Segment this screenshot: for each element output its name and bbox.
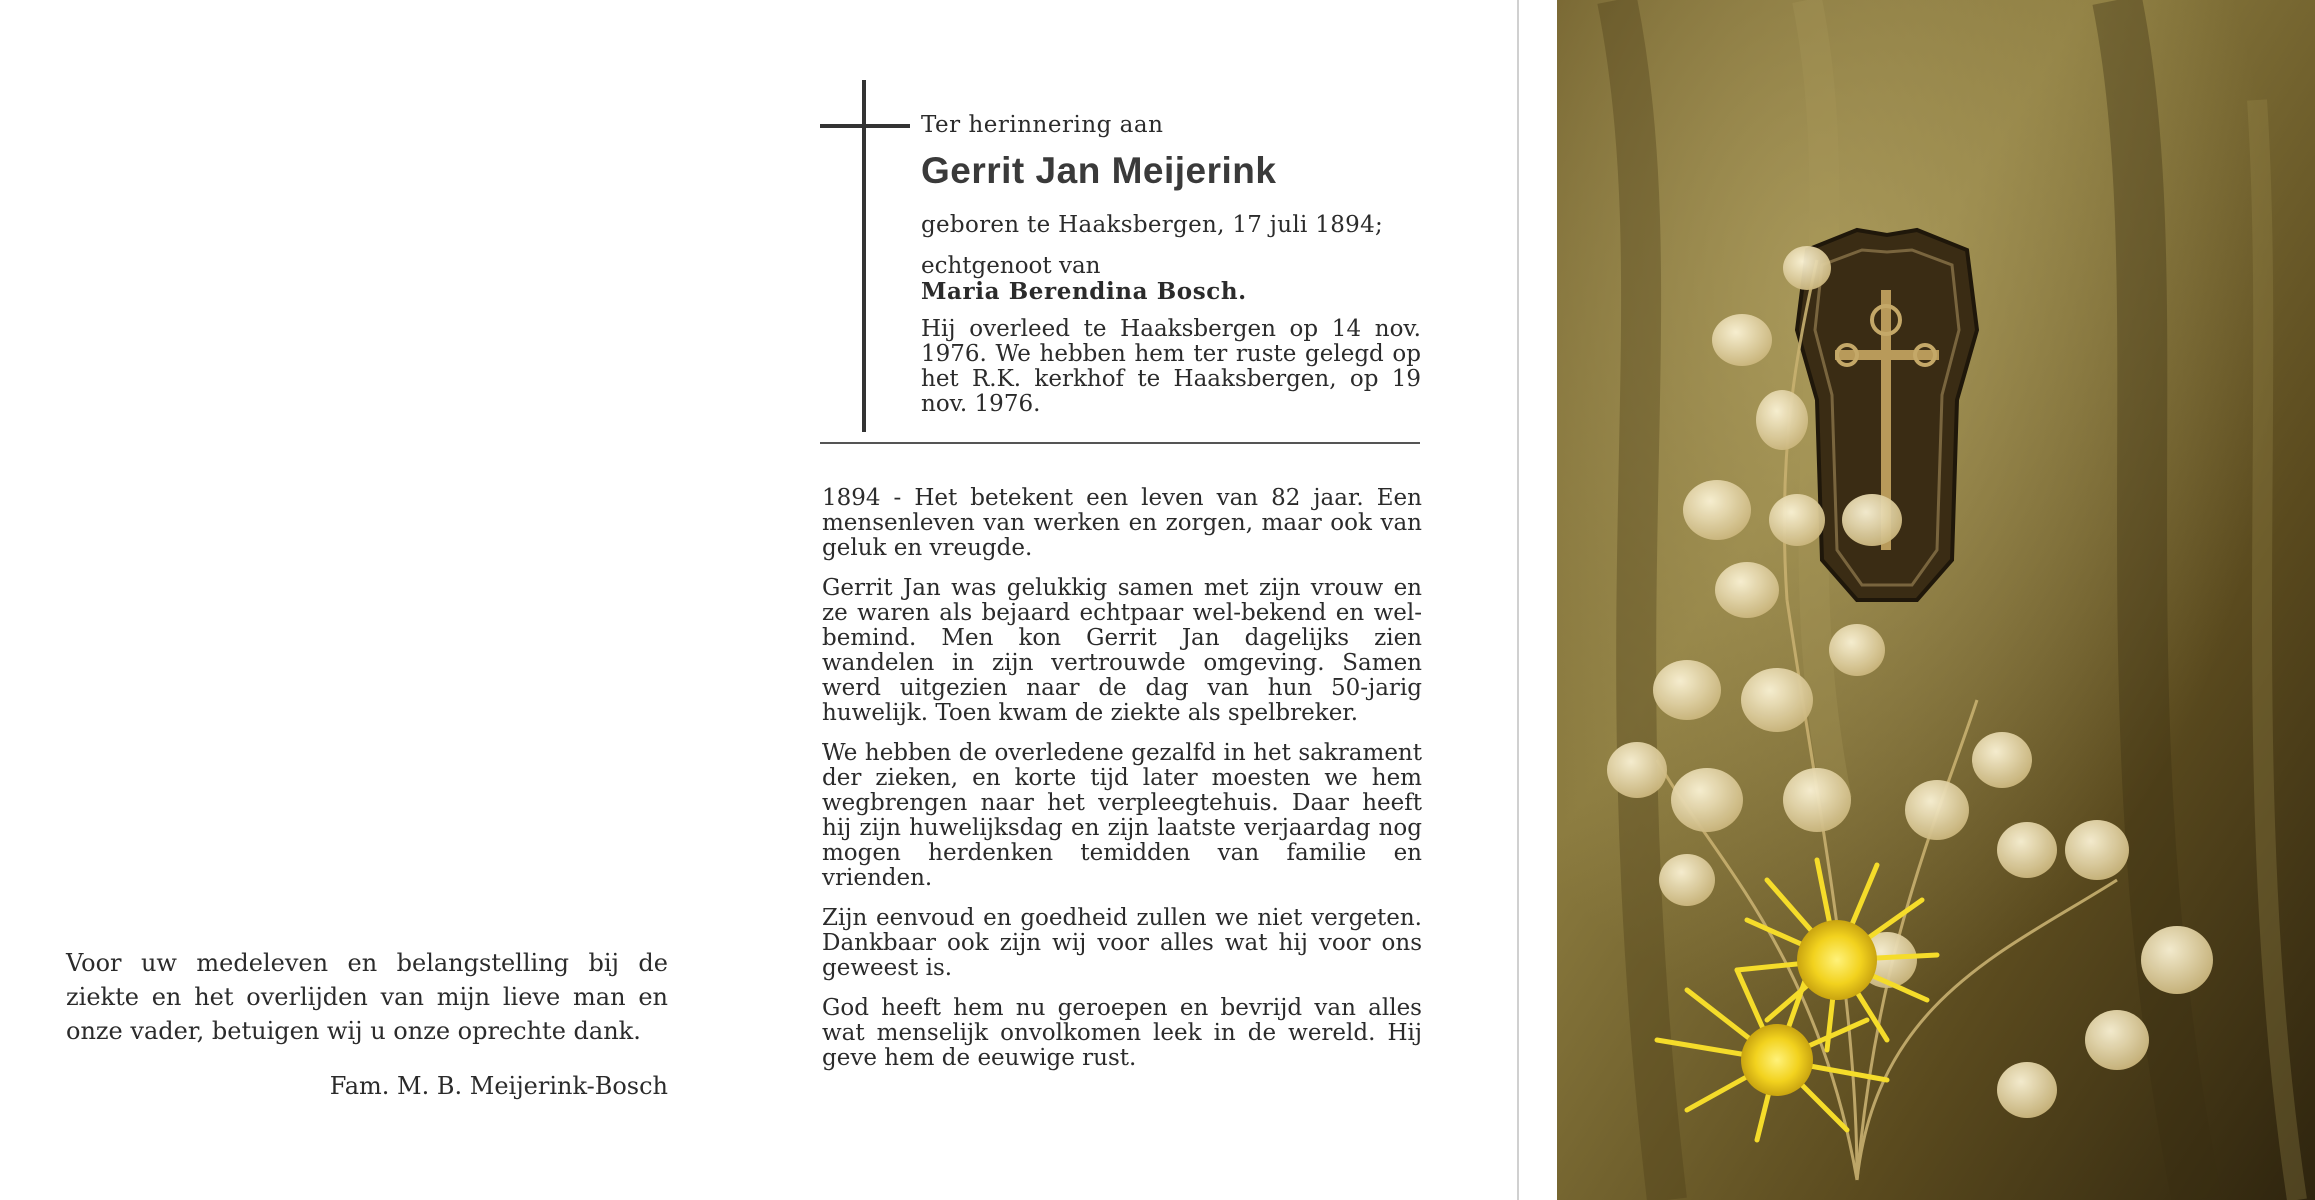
paragraph: 1894 - Het betekent een leven van 82 jaar. Een mensenleven van werken en zorgen, maar ook van geluk en vreugde. [822, 485, 1422, 561]
paragraph: We hebben de overledene gezalfd in het sakrament der zieken, en korte tijd later moesten we hem wegbrengen naar het verpleegtehuis. Daar heeft hij zijn huwelijksdag en zijn laatste verjaardag nog mogen herdenken temidden van familie en vrienden. [822, 740, 1422, 891]
birth-line: geboren te Haaksbergen, 17 juli 1894; [921, 212, 1384, 238]
crucifix-icon [1797, 230, 1977, 600]
memorial-text [822, 486, 1422, 1086]
divider [820, 442, 1420, 444]
paragraph: Zijn eenvoud en goedheid zullen we niet vergeten. Dankbaar ook zijn wij voor alles wat hij voor ons geweest is. [822, 905, 1422, 981]
thank-you-note: Voor uw medeleven en belangstelling bij de ziekte en het overlijden van mijn lieve man en onze vader, betuigen wij u onze oprechte dank. [66, 949, 668, 1045]
intro-line: Ter herinnering aan [921, 112, 1164, 138]
fold-line [1517, 0, 1519, 1200]
paragraph: God heeft hem nu geroepen en bevrijd van alles wat menselijk onvolkomen leek in de wereld. Hij geve hem de eeuwige rust. [822, 995, 1422, 1071]
paragraph: Gerrit Jan was gelukkig samen met zijn vrouw en ze waren als bejaard echtpaar wel-bekend en wel-bemind. Men kon Gerrit Jan dagelijks zien wandelen in zijn vertrouwde omgeving. Samen werd uitgezien naar de dag van hun 50-jarig huwelijk. Toen kwam de ziekte als spelbreker. [822, 575, 1422, 726]
spouse-name: Maria Berendina Bosch. [921, 278, 1247, 305]
death-notice: Hij overleed te Haaksbergen op 14 nov. 1976. We hebben hem ter ruste gelegd op het R.K. kerkhof te Haaksbergen, op 19 nov. 1976. [921, 316, 1421, 417]
spouse-label: echtgenoot van [921, 253, 1101, 279]
deceased-name: Gerrit Jan Meijerink [921, 150, 1277, 191]
flower-photo [1557, 0, 2315, 1200]
thank-you-signature: Fam. M. B. Meijerink-Bosch [329, 1072, 668, 1100]
